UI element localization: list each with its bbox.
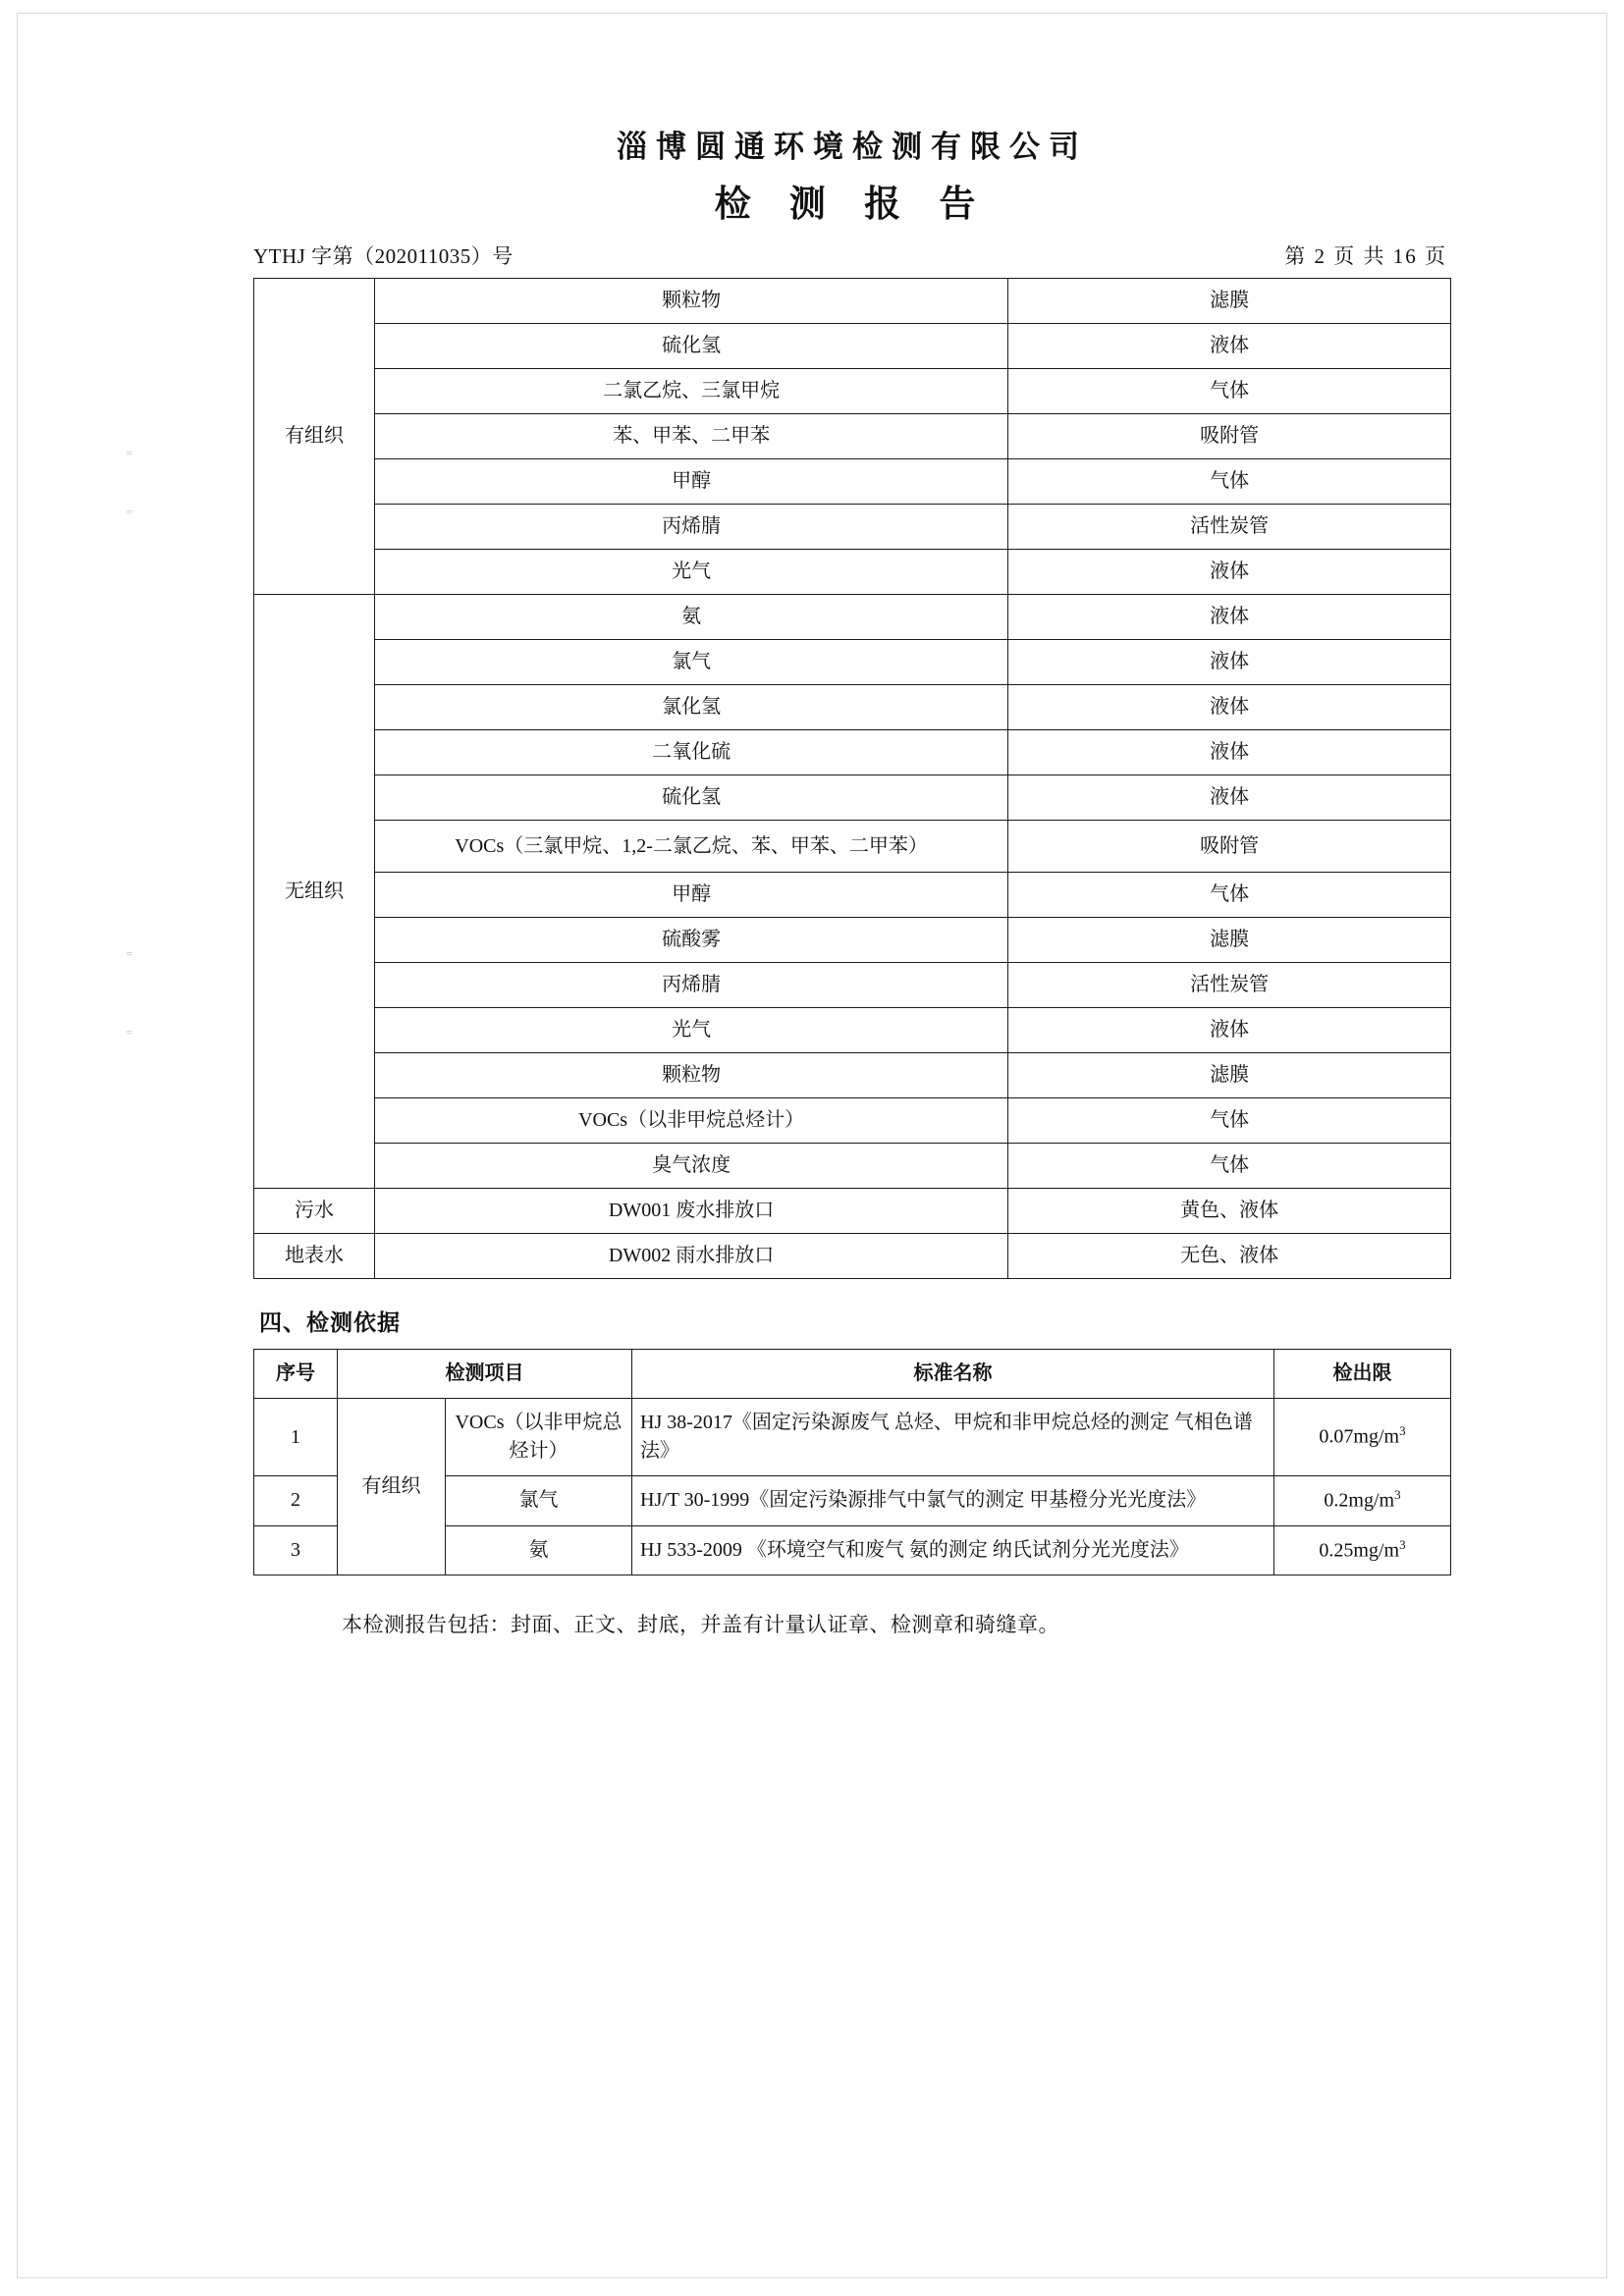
table-row <box>254 685 1451 730</box>
sample-item: DW001 废水排放口 <box>374 1189 1007 1234</box>
sample-item: 氯化氢 <box>374 685 1007 730</box>
table-row <box>254 821 1451 873</box>
sample-category: 地表水 <box>254 1234 375 1279</box>
sample-item: 二氯乙烷、三氯甲烷 <box>374 369 1007 414</box>
table-row <box>254 550 1451 595</box>
row-number: 2 <box>254 1476 338 1526</box>
sample-form: 液体 <box>1008 324 1451 369</box>
table-row <box>254 1098 1451 1144</box>
basis-category: 有组织 <box>338 1399 446 1575</box>
document-number: YTHJ 字第（202011035）号 <box>253 244 514 268</box>
sample-item: 臭气浓度 <box>374 1144 1007 1189</box>
column-header-item: 检测项目 <box>338 1350 632 1399</box>
sample-form: 活性炭管 <box>1008 505 1451 550</box>
table-row <box>254 1053 1451 1098</box>
sample-form: 液体 <box>1008 550 1451 595</box>
sample-item: 丙烯腈 <box>374 963 1007 1008</box>
table-row <box>254 279 1451 324</box>
table-row <box>254 963 1451 1008</box>
sample-item: VOCs（以非甲烷总烃计） <box>374 1098 1007 1144</box>
table-header-row <box>254 1350 1451 1399</box>
basis-table-head <box>254 1350 1451 1399</box>
sample-item: 光气 <box>374 550 1007 595</box>
basis-standard: HJ 38-2017《固定污染源废气 总烃、甲烷和非甲烷总烃的测定 气相色谱法》 <box>632 1399 1274 1476</box>
sample-form: 活性炭管 <box>1008 963 1451 1008</box>
edge-mark: = <box>126 946 135 961</box>
basis-standard: HJ 533-2009 《环境空气和废气 氨的测定 纳氏试剂分光光度法》 <box>632 1525 1274 1575</box>
sample-item: 硫酸雾 <box>374 918 1007 963</box>
sample-item: VOCs（三氯甲烷、1,2-二氯乙烷、苯、甲苯、二甲苯） <box>374 821 1007 873</box>
sample-form: 吸附管 <box>1008 821 1451 873</box>
edge-mark: = <box>126 1025 135 1040</box>
sample-form: 气体 <box>1008 1098 1451 1144</box>
sample-form: 气体 <box>1008 459 1451 505</box>
table-row <box>254 918 1451 963</box>
row-number: 1 <box>254 1399 338 1476</box>
sample-item: 颗粒物 <box>374 1053 1007 1098</box>
basis-item: 氨 <box>446 1525 632 1575</box>
table-row <box>254 1189 1451 1234</box>
edge-mark: = <box>126 446 135 460</box>
sample-item: 硫化氢 <box>374 775 1007 821</box>
table-row <box>254 1234 1451 1279</box>
sample-item: DW002 雨水排放口 <box>374 1234 1007 1279</box>
document-content <box>253 122 1451 1638</box>
basis-table <box>253 1349 1451 1575</box>
sample-category: 有组织 <box>254 279 375 595</box>
table-row <box>254 1144 1451 1189</box>
sample-item: 硫化氢 <box>374 324 1007 369</box>
table-row <box>254 873 1451 918</box>
edge-mark: = <box>126 505 135 519</box>
sample-item: 丙烯腈 <box>374 505 1007 550</box>
column-header-standard: 标准名称 <box>632 1350 1274 1399</box>
limit-exponent: 3 <box>1394 1487 1401 1502</box>
sample-form: 黄色、液体 <box>1008 1189 1451 1234</box>
basis-table-body <box>254 1399 1451 1575</box>
table-row <box>254 369 1451 414</box>
basis-limit <box>1274 1399 1451 1476</box>
sample-category: 无组织 <box>254 595 375 1189</box>
basis-standard: HJ/T 30-1999《固定污染源排气中氯气的测定 甲基橙分光光度法》 <box>632 1476 1274 1526</box>
sample-item: 颗粒物 <box>374 279 1007 324</box>
sample-form: 吸附管 <box>1008 414 1451 459</box>
basis-limit <box>1274 1525 1451 1575</box>
document-meta-line <box>253 240 1451 270</box>
limit-value: 0.2mg/m <box>1324 1489 1395 1512</box>
sample-item: 氯气 <box>374 640 1007 685</box>
company-title: 淄博圆通环境检测有限公司 <box>617 130 1088 164</box>
basis-item: VOCs（以非甲烷总烃计） <box>446 1399 632 1476</box>
sample-form: 滤膜 <box>1008 279 1451 324</box>
table-row <box>254 324 1451 369</box>
sample-form: 液体 <box>1008 640 1451 685</box>
basis-limit <box>1274 1476 1451 1526</box>
sample-item: 光气 <box>374 1008 1007 1053</box>
sample-form: 气体 <box>1008 873 1451 918</box>
basis-item: 氯气 <box>446 1476 632 1526</box>
table-row <box>254 1008 1451 1053</box>
page-title: 检 测 报 告 <box>714 185 991 225</box>
table-row <box>254 505 1451 550</box>
sample-form: 滤膜 <box>1008 918 1451 963</box>
row-number: 3 <box>254 1525 338 1575</box>
sample-item: 苯、甲苯、二甲苯 <box>374 414 1007 459</box>
sample-form: 液体 <box>1008 595 1451 640</box>
sample-item: 甲醇 <box>374 873 1007 918</box>
column-header-no: 序号 <box>254 1350 338 1399</box>
sample-form: 液体 <box>1008 685 1451 730</box>
sample-form: 滤膜 <box>1008 1053 1451 1098</box>
section-title-basis: 四、检测依据 <box>259 1310 401 1335</box>
paper-sheet <box>18 14 1606 2277</box>
samples-table-body <box>254 279 1451 1279</box>
sample-form: 液体 <box>1008 1008 1451 1053</box>
table-row <box>254 775 1451 821</box>
limit-exponent: 3 <box>1399 1423 1406 1439</box>
sample-category: 污水 <box>254 1189 375 1234</box>
table-row <box>254 459 1451 505</box>
sample-form: 无色、液体 <box>1008 1234 1451 1279</box>
samples-table <box>253 278 1451 1279</box>
column-header-limit: 检出限 <box>1274 1350 1451 1399</box>
sample-form: 液体 <box>1008 730 1451 775</box>
table-row <box>254 414 1451 459</box>
table-row <box>254 640 1451 685</box>
sample-form: 液体 <box>1008 775 1451 821</box>
sample-form: 气体 <box>1008 369 1451 414</box>
sample-item: 氨 <box>374 595 1007 640</box>
limit-exponent: 3 <box>1399 1536 1406 1552</box>
sample-form: 气体 <box>1008 1144 1451 1189</box>
sample-item: 甲醇 <box>374 459 1007 505</box>
table-row <box>254 1399 1451 1476</box>
footer-note: 本检测报告包括：封面、正文、封底，并盖有计量认证章、检测章和骑缝章。 <box>342 1613 1059 1637</box>
table-row <box>254 730 1451 775</box>
limit-value: 0.25mg/m <box>1319 1539 1400 1562</box>
table-row <box>254 595 1451 640</box>
limit-value: 0.07mg/m <box>1319 1425 1400 1448</box>
sample-item: 二氧化硫 <box>374 730 1007 775</box>
page-number: 第 2 页 共 16 页 <box>1284 244 1447 268</box>
